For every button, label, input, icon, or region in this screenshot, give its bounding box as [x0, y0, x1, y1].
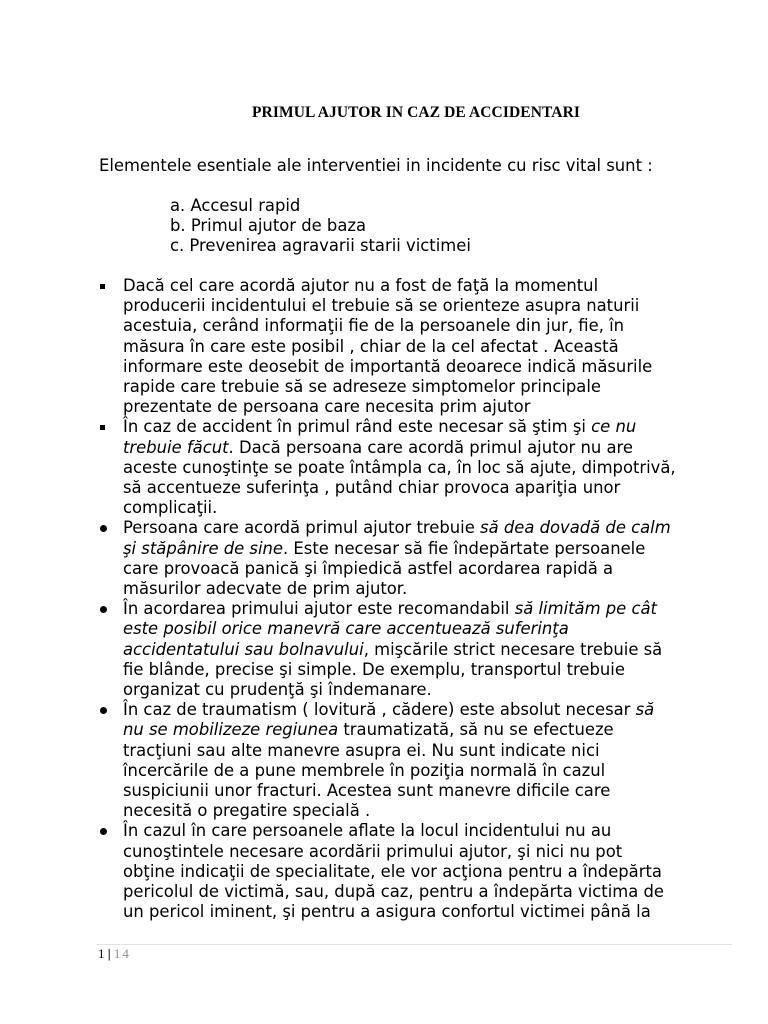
bullet-paragraph — [99, 518, 749, 599]
text-line — [123, 680, 749, 700]
text-line — [123, 559, 749, 579]
text-run: , mişcările strict necesare trebuie să — [363, 639, 663, 659]
text-line — [123, 902, 749, 922]
page-footer — [98, 946, 131, 962]
text-run: rapide care trebuie să se adreseze simptomelor principale — [123, 377, 601, 397]
text-run: măsura în care este posibil , chiar de la cel afectat . Această — [123, 336, 619, 356]
bullet-paragraph — [99, 417, 749, 518]
text-line — [123, 377, 749, 397]
italic-run: accidentatului sau bolnavului — [123, 639, 364, 659]
text-run: În caz de traumatism ( lovitură , cădere) este absolut necesar — [123, 700, 636, 720]
text-run: Dacă cel care acordă ajutor nu a fost de faţă la momentul — [123, 276, 599, 295]
italic-run: ce nu — [591, 417, 637, 437]
text-run: Persoana care acordă primul ajutor trebuie — [123, 518, 481, 538]
list-item: c. Prevenirea agravarii starii victimei — [170, 236, 471, 255]
page-total: 14 — [113, 946, 131, 961]
text-run: care provoacă panică şi împiedică astfel acordarea rapidă a — [123, 558, 614, 578]
list-item: a. Accesul rapid — [170, 196, 301, 215]
document-title: PRIMUL AJUTOR IN CAZ DE ACCIDENTARI — [251, 104, 581, 121]
text-line — [123, 640, 749, 660]
text-run: încercările de a pune membrele în poziţia normală în cazul — [123, 760, 606, 780]
text-run: În caz de accident în primul rând este necesar să ştim şi — [123, 417, 592, 437]
text-line — [123, 518, 749, 538]
text-line — [123, 700, 749, 720]
text-line — [123, 296, 749, 316]
bullet-paragraph — [99, 276, 749, 417]
text-run: traumatizată, să nu se efectueze — [338, 720, 614, 740]
text-run: . Dacă persoana care acordă primul ajutor nu are — [228, 437, 633, 457]
text-line — [123, 579, 749, 599]
text-line — [123, 720, 749, 740]
bullet-paragraph — [99, 700, 749, 821]
text-line — [123, 619, 749, 639]
text-run: . Este necesar să fie îndepărtate persoanele — [283, 538, 646, 558]
list-item: b. Primul ajutor de baza — [170, 216, 367, 235]
page-number: 1 — [98, 946, 105, 961]
text-run: pericolul de victimă, sau, după caz, pentru a îndepărta victima de — [123, 882, 664, 902]
italic-run: nu se mobilizeze regiunea — [123, 720, 339, 740]
italic-run: trebuie făcut — [123, 437, 229, 457]
first-aid-rules-list — [99, 276, 749, 923]
text-run: prezentate de persoana care necesita prim ajutor — [123, 397, 531, 417]
text-run: să accentueze suferinţa , putând chiar provoca apariţia unor — [123, 478, 621, 498]
text-line — [123, 337, 749, 357]
text-line — [123, 498, 749, 518]
bullet-paragraph — [99, 599, 749, 700]
italic-run: şi stăpânire de sine — [123, 538, 284, 558]
text-run: tracţiuni sau alte manevre asupra ei. Nu sunt indicate nici — [123, 740, 600, 760]
text-line — [123, 458, 749, 478]
text-line — [123, 660, 749, 680]
text-run: În acordarea primului ajutor este recomandabil — [123, 599, 515, 619]
text-line — [123, 862, 749, 882]
text-line — [123, 316, 749, 336]
text-run: organizat cu prudenţă şi îndemanare. — [123, 680, 432, 700]
page-separator: | — [107, 946, 111, 961]
italic-run: să dea dovadă de calm — [480, 518, 671, 538]
intro-paragraph: Elementele esentiale ale interventiei in incidente cu risc vital sunt : — [99, 156, 653, 175]
text-run: În cazul în care persoanele aflate la locul incidentului nu au — [123, 821, 612, 841]
text-run: producerii incidentului el trebuie să se orienteze asupra naturii — [123, 296, 640, 316]
text-line — [123, 478, 749, 498]
text-line — [123, 801, 749, 821]
text-line — [123, 821, 749, 841]
essential-elements-list — [170, 196, 471, 256]
text-run: obţine indicaţii de specialitate, ele vor acţiona pentru a îndepărta — [123, 861, 662, 881]
text-line — [123, 438, 749, 458]
text-line — [123, 357, 749, 377]
text-run: complicaţii. — [123, 498, 218, 518]
footer-divider — [96, 944, 732, 945]
text-line — [123, 397, 749, 417]
text-line — [123, 761, 749, 781]
text-run: fie blânde, precise şi simple. De exemplu, transportul trebuie — [123, 659, 625, 679]
italic-run: să — [635, 700, 655, 720]
text-line — [123, 781, 749, 801]
text-line — [123, 741, 749, 761]
text-run: un pericol iminent, şi pentru a asigura confortul victimei până la — [123, 902, 651, 922]
text-run: aceste cunoştinţe se poate întâmpla ca, în loc să ajute, dimpotrivă, — [123, 457, 676, 477]
italic-run: este posibil orice manevră care accentuează suferinţa — [123, 619, 569, 639]
italic-run: să limităm pe cât — [514, 599, 657, 619]
text-run: măsurilor adecvate de prim ajutor. — [123, 579, 408, 599]
text-line — [123, 417, 749, 437]
text-run: cunoştintele necesare acordării primului ajutor, şi nici nu pot — [123, 841, 623, 861]
text-line — [123, 882, 749, 902]
text-run: necesită o pregatire specială . — [123, 801, 371, 821]
text-line — [123, 599, 749, 619]
text-run: acestuia, cerând informaţii fie de la persoanele din jur, fie, în — [123, 316, 625, 336]
text-line — [123, 842, 749, 862]
text-line — [123, 539, 749, 559]
bullet-paragraph — [99, 821, 749, 922]
text-run: informare este deosebit de importantă deoarece indică măsurile — [123, 356, 653, 376]
text-line — [123, 276, 749, 296]
text-run: suspiciunii unor fracturi. Acestea sunt manevre dificile care — [123, 781, 611, 801]
